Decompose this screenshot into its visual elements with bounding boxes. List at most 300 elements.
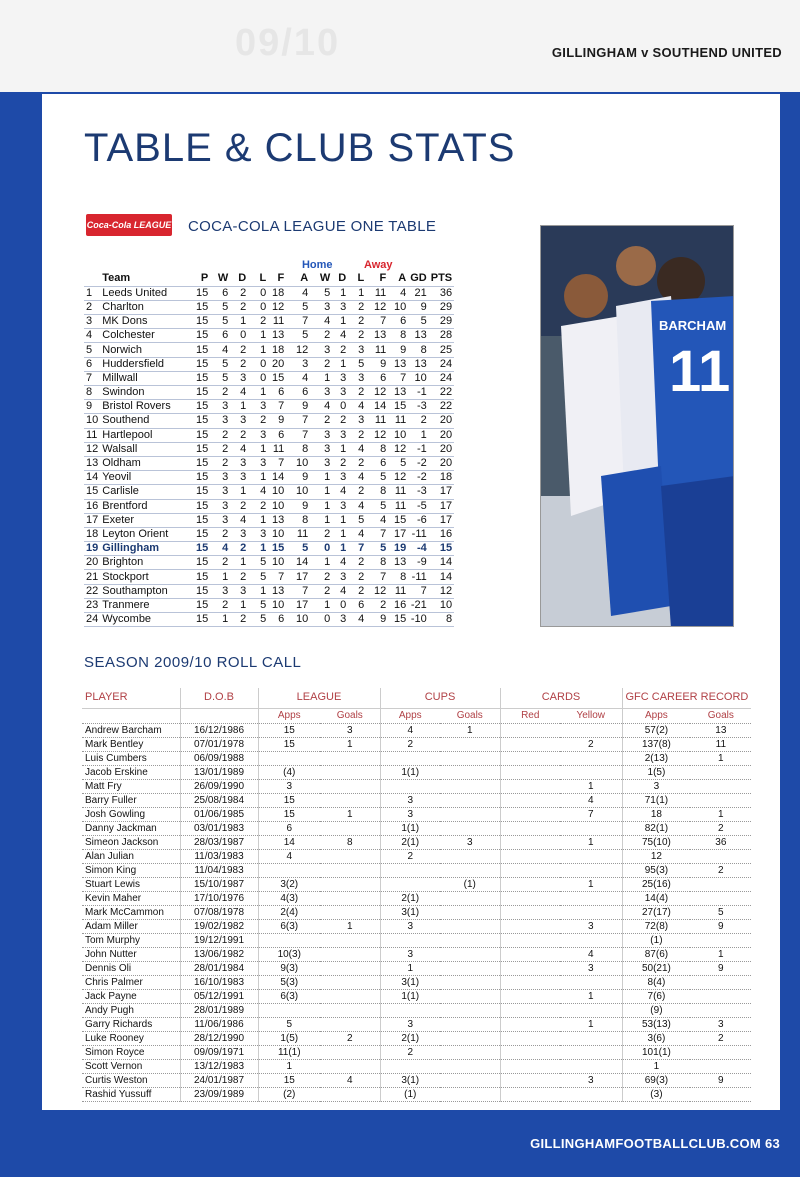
league-stat-cell: 0 (332, 598, 348, 612)
league-stat-cell: 10 (268, 485, 286, 499)
roll-stat-cell (690, 877, 751, 891)
league-stat-cell: 22 (429, 400, 454, 414)
roll-stat-cell: 1(5) (258, 1031, 320, 1045)
roll-stat-cell: 3 (380, 793, 440, 807)
league-row (84, 343, 454, 357)
player-name: Adam Miller (82, 919, 180, 933)
roll-stat-cell: 1 (440, 723, 500, 737)
roll-stat-cell (500, 877, 560, 891)
league-stat-cell: 7 (366, 570, 388, 584)
league-stat-cell: 6 (210, 286, 230, 300)
league-stat-cell: 13 (268, 513, 286, 527)
league-stat-cell: 2 (348, 386, 366, 400)
roll-stat-cell: 2 (380, 849, 440, 863)
roll-stat-cell (690, 849, 751, 863)
league-stat-cell: 11 (286, 527, 310, 541)
player-dob: 23/09/1989 (180, 1087, 258, 1101)
league-stat-cell: 15 (186, 329, 210, 343)
league-team-name: Gillingham (100, 542, 186, 556)
roll-stat-cell: (1) (440, 877, 500, 891)
league-stat-cell: 15 (186, 428, 210, 442)
roll-stat-cell (500, 975, 560, 989)
league-row (84, 613, 454, 627)
league-stat-cell: 7 (388, 371, 408, 385)
league-stat-cell: 2 (348, 556, 366, 570)
league-row (84, 300, 454, 314)
league-stat-cell: 11 (268, 442, 286, 456)
roll-stat-cell: 14 (258, 835, 320, 849)
league-position: 18 (86, 527, 99, 540)
league-stat-cell: 6 (388, 315, 408, 329)
league-stat-cell: 29 (429, 300, 454, 314)
league-stat-cell: 9 (286, 499, 310, 513)
league-stat-cell: 2 (230, 570, 248, 584)
roll-stat-cell (320, 1087, 380, 1101)
roll-stat-cell (320, 765, 380, 779)
roll-stat-cell: 2 (690, 863, 751, 877)
league-stat-cell: 1 (248, 343, 268, 357)
player-name: Mark Bentley (82, 737, 180, 751)
league-stat-cell: 18 (268, 343, 286, 357)
league-stat-cell: 17 (388, 527, 408, 541)
league-team-name: Bristol Rovers (100, 400, 186, 414)
league-stat-cell: 2 (230, 286, 248, 300)
roll-stat-cell: 2(1) (380, 891, 440, 905)
roll-stat-cell (320, 933, 380, 947)
roll-stat-cell (320, 961, 380, 975)
league-team-name: Charlton (100, 300, 186, 314)
league-stat-cell: 13 (268, 584, 286, 598)
roll-stat-cell (500, 1031, 560, 1045)
league-stat-cell: 3 (210, 471, 230, 485)
player-name: Jacob Erskine (82, 765, 180, 779)
roll-sub-label: Goals (440, 708, 500, 723)
league-stat-cell: 2 (348, 428, 366, 442)
league-stat-cell: 0 (248, 300, 268, 314)
league-stat-cell: 1 (210, 570, 230, 584)
roll-stat-cell: 72(8) (622, 919, 690, 933)
roll-stat-cell: 3(1) (380, 975, 440, 989)
roll-stat-cell (500, 723, 560, 737)
roll-sub-label: Apps (622, 708, 690, 723)
roll-row (82, 905, 751, 919)
league-stat-cell: 1 (248, 329, 268, 343)
league-stat-cell: 4 (230, 386, 248, 400)
league-stat-cell: 1 (348, 286, 366, 300)
league-position: 9 (84, 400, 100, 414)
league-stat-cell: 8 (366, 442, 388, 456)
player-name: Alan Julian (82, 849, 180, 863)
player-name: Josh Gowling (82, 807, 180, 821)
league-stat-cell: 1 (230, 400, 248, 414)
league-col-header: F (268, 272, 286, 286)
roll-stat-cell (320, 821, 380, 835)
roll-stat-cell (500, 1003, 560, 1017)
league-stat-cell: 4 (248, 485, 268, 499)
league-team-name: Stockport (100, 570, 186, 584)
roll-stat-cell (440, 821, 500, 835)
league-stat-cell: 20 (429, 456, 454, 470)
roll-stat-cell (690, 975, 751, 989)
league-stat-cell: 7 (286, 584, 310, 598)
roll-stat-cell (690, 933, 751, 947)
league-row (84, 329, 454, 343)
team-photo (540, 225, 734, 627)
league-stat-cell: 4 (286, 371, 310, 385)
league-stat-cell: 15 (186, 286, 210, 300)
roll-stat-cell (500, 989, 560, 1003)
roll-stat-cell: 15 (258, 737, 320, 751)
roll-stat-cell (320, 877, 380, 891)
league-stat-cell: 5 (286, 542, 310, 556)
roll-stat-cell: 15 (258, 723, 320, 737)
roll-stat-cell: 11 (690, 737, 751, 751)
roll-stat-cell (440, 1059, 500, 1073)
league-stat-cell: 6 (268, 613, 286, 627)
roll-stat-cell (380, 751, 440, 765)
roll-stat-cell (440, 751, 500, 765)
roll-group-label: CARDS (500, 688, 622, 708)
league-col-header: L (348, 272, 366, 286)
league-stat-cell: 9 (268, 414, 286, 428)
roll-stat-cell: 5(3) (258, 975, 320, 989)
league-stat-cell: 15 (186, 414, 210, 428)
league-team-name: Brentford (100, 499, 186, 513)
league-stat-cell: 2 (310, 527, 332, 541)
league-stat-cell: 17 (429, 499, 454, 513)
roll-group-label: LEAGUE (258, 688, 380, 708)
league-stat-cell: 21 (408, 286, 429, 300)
league-stat-cell: 13 (388, 386, 408, 400)
league-stat-cell: 3 (230, 471, 248, 485)
roll-stat-cell: 3 (690, 1017, 751, 1031)
roll-stat-cell: 1 (320, 807, 380, 821)
league-position: 19 (86, 542, 99, 555)
roll-sub-label: Red (500, 708, 560, 723)
league-stat-cell: -11 (408, 570, 429, 584)
roll-stat-cell: 3 (380, 919, 440, 933)
league-row (84, 513, 454, 527)
league-position: 14 (86, 471, 99, 484)
roll-stat-cell: 69(3) (622, 1073, 690, 1087)
league-stat-cell: 3 (332, 386, 348, 400)
league-stat-cell: 1 (310, 598, 332, 612)
player-dob: 19/02/1982 (180, 919, 258, 933)
league-position: 10 (86, 414, 99, 427)
player-name: Kevin Maher (82, 891, 180, 905)
league-stat-cell: 4 (332, 485, 348, 499)
league-position: 12 (86, 442, 99, 455)
league-stat-cell: 15 (186, 527, 210, 541)
league-stat-cell: 0 (248, 371, 268, 385)
league-position: 3 (84, 315, 100, 329)
league-col-header: W (210, 272, 230, 286)
league-row (84, 357, 454, 371)
roll-stat-cell: 4 (258, 849, 320, 863)
league-stat-cell: 7 (366, 527, 388, 541)
league-stat-cell: 3 (210, 513, 230, 527)
roll-stat-cell (320, 989, 380, 1003)
league-stat-cell: 1 (310, 371, 332, 385)
league-stat-cell: 3 (332, 471, 348, 485)
league-stat-cell: 15 (186, 570, 210, 584)
league-stat-cell: 4 (348, 499, 366, 513)
roll-stat-cell (500, 835, 560, 849)
league-position: 2 (84, 300, 100, 314)
roll-stat-cell: (1) (622, 933, 690, 947)
home-group-label: Home (301, 258, 333, 271)
league-stat-cell: 0 (310, 613, 332, 627)
player-dob: 16/12/1986 (180, 723, 258, 737)
roll-stat-cell: 3 (440, 835, 500, 849)
league-stat-cell: 13 (268, 329, 286, 343)
roll-stat-cell (440, 961, 500, 975)
league-stat-cell: 10 (286, 613, 310, 627)
player-name: John Nutter (82, 947, 180, 961)
roll-stat-cell: 53(13) (622, 1017, 690, 1031)
league-row (84, 499, 454, 513)
league-stat-cell: 4 (348, 527, 366, 541)
roll-stat-cell: 15 (258, 793, 320, 807)
league-stat-cell: 10 (268, 527, 286, 541)
player-dob: 28/12/1990 (180, 1031, 258, 1045)
roll-stat-cell (690, 1045, 751, 1059)
roll-stat-cell: 2(1) (380, 835, 440, 849)
league-stat-cell: 3 (332, 570, 348, 584)
roll-row (82, 849, 751, 863)
league-position: 16 (86, 499, 99, 512)
league-stat-cell: 20 (429, 414, 454, 428)
league-stat-cell: 2 (310, 570, 332, 584)
league-stat-cell: 2 (348, 584, 366, 598)
roll-stat-cell (500, 1073, 560, 1087)
league-team-name: Walsall (100, 442, 186, 456)
league-row (84, 527, 454, 541)
league-stat-cell: 8 (388, 570, 408, 584)
league-stat-cell: 20 (429, 428, 454, 442)
league-stat-cell: 3 (210, 400, 230, 414)
league-stat-cell: 2 (310, 414, 332, 428)
roll-stat-cell: 3(2) (258, 877, 320, 891)
league-stat-cell: 14 (429, 570, 454, 584)
roll-stat-cell (560, 821, 622, 835)
league-stat-cell: 2 (210, 527, 230, 541)
league-row (84, 428, 454, 442)
roll-stat-cell: 57(2) (622, 723, 690, 737)
league-stat-cell: -3 (408, 400, 429, 414)
league-stat-cell: 15 (268, 371, 286, 385)
league-stat-cell: 13 (366, 329, 388, 343)
roll-stat-cell: 2(13) (622, 751, 690, 765)
league-stat-cell: 1 (210, 613, 230, 627)
roll-stat-cell: 2 (320, 1031, 380, 1045)
league-stat-cell: 3 (310, 428, 332, 442)
league-stat-cell: 12 (366, 428, 388, 442)
league-stat-cell: 4 (348, 400, 366, 414)
roll-stat-cell (440, 989, 500, 1003)
league-stat-cell: 4 (332, 556, 348, 570)
roll-stat-cell (690, 989, 751, 1003)
roll-stat-cell: 2 (380, 1045, 440, 1059)
league-stat-cell: -4 (408, 542, 429, 556)
roll-stat-cell (690, 765, 751, 779)
roll-stat-cell: 2 (690, 1031, 751, 1045)
league-stat-cell: 6 (366, 371, 388, 385)
roll-stat-cell: 1 (690, 947, 751, 961)
player-dob: 13/01/1989 (180, 765, 258, 779)
league-stat-cell: 15 (186, 343, 210, 357)
shirt-number: 11 (669, 339, 731, 404)
league-stat-cell: 0 (332, 400, 348, 414)
league-team-name: Millwall (100, 371, 186, 385)
roll-row (82, 989, 751, 1003)
player-name: Andrew Barcham (82, 723, 180, 737)
league-stat-cell: 13 (408, 357, 429, 371)
league-position: 20 (86, 556, 99, 569)
roll-row (82, 821, 751, 835)
roll-stat-cell (320, 905, 380, 919)
league-stat-cell: 2 (366, 598, 388, 612)
roll-stat-cell: 18 (622, 807, 690, 821)
roll-stat-cell (560, 905, 622, 919)
league-col-header: D (332, 272, 348, 286)
league-stat-cell: 2 (332, 343, 348, 357)
league-stat-cell: 4 (332, 584, 348, 598)
roll-stat-cell (440, 863, 500, 877)
roll-stat-cell: 101(1) (622, 1045, 690, 1059)
roll-row (82, 765, 751, 779)
player-name: Tom Murphy (82, 933, 180, 947)
league-stat-cell: 6 (268, 428, 286, 442)
league-stat-cell: 29 (429, 315, 454, 329)
league-team-name: Norwich (100, 343, 186, 357)
player-dob: 13/06/1982 (180, 947, 258, 961)
roll-stat-cell (500, 905, 560, 919)
roll-stat-cell (500, 919, 560, 933)
roll-stat-cell (560, 975, 622, 989)
league-stat-cell: 3 (332, 613, 348, 627)
league-stat-cell: 5 (210, 315, 230, 329)
league-group-header (84, 258, 454, 272)
roll-stat-cell: 1 (560, 835, 622, 849)
roll-stat-cell: 2 (560, 737, 622, 751)
roll-stat-cell: 25(16) (622, 877, 690, 891)
roll-stat-cell: 1(5) (622, 765, 690, 779)
league-stat-cell: 3 (332, 300, 348, 314)
roll-stat-cell (500, 807, 560, 821)
league-row (84, 556, 454, 570)
roll-stat-cell: 2 (690, 821, 751, 835)
roll-stat-cell: 4 (560, 793, 622, 807)
roll-stat-cell: 3 (380, 1017, 440, 1031)
roll-stat-cell: (3) (622, 1087, 690, 1101)
page-panel (42, 94, 780, 1110)
league-stat-cell: 12 (388, 471, 408, 485)
league-stat-cell: 15 (186, 613, 210, 627)
league-stat-cell: 15 (388, 513, 408, 527)
roll-stat-cell: 9 (690, 961, 751, 975)
league-position: 24 (86, 613, 99, 626)
league-stat-cell: 8 (286, 442, 310, 456)
league-table (84, 258, 454, 627)
roll-stat-cell (258, 1003, 320, 1017)
roll-row (82, 933, 751, 947)
league-stat-cell: 15 (268, 542, 286, 556)
roll-stat-cell: 3(1) (380, 905, 440, 919)
league-row (84, 570, 454, 584)
league-stat-cell: 11 (366, 343, 388, 357)
league-stat-cell: 17 (286, 570, 310, 584)
roll-stat-cell: 1 (380, 961, 440, 975)
roll-stat-cell: 12 (622, 849, 690, 863)
league-stat-cell: 2 (248, 315, 268, 329)
league-stat-cell: 12 (366, 584, 388, 598)
roll-group-label: GFC CAREER RECORD (622, 688, 751, 708)
league-stat-cell: 5 (310, 286, 332, 300)
roll-stat-cell (440, 737, 500, 751)
league-row (84, 414, 454, 428)
roll-stat-cell: 3 (320, 723, 380, 737)
player-name: Simon Royce (82, 1045, 180, 1059)
roll-stat-cell: 7(6) (622, 989, 690, 1003)
league-stat-cell: 2 (408, 414, 429, 428)
league-stat-cell: 10 (408, 371, 429, 385)
roll-stat-cell: 4 (380, 723, 440, 737)
roll-stat-cell (440, 905, 500, 919)
roll-stat-cell: 1 (560, 779, 622, 793)
roll-stat-cell: 75(10) (622, 835, 690, 849)
league-stat-cell: 2 (332, 414, 348, 428)
player-name: Curtis Weston (82, 1073, 180, 1087)
roll-stat-cell (500, 933, 560, 947)
league-row (84, 386, 454, 400)
league-stat-cell: 1 (310, 499, 332, 513)
league-team-name: Carlisle (100, 485, 186, 499)
league-stat-cell: 11 (388, 485, 408, 499)
league-stat-cell: 4 (348, 471, 366, 485)
roll-stat-cell: 3 (380, 807, 440, 821)
league-col-header: Team (100, 272, 186, 286)
player-dob: 07/08/1978 (180, 905, 258, 919)
roll-group-label: D.O.B (180, 688, 258, 708)
league-stat-cell: 9 (366, 613, 388, 627)
player-dob: 13/12/1983 (180, 1059, 258, 1073)
roll-row (82, 1073, 751, 1087)
roll-stat-cell (440, 919, 500, 933)
roll-stat-cell: 13 (690, 723, 751, 737)
league-stat-cell: 15 (186, 485, 210, 499)
roll-stat-cell: 1(1) (380, 765, 440, 779)
league-stat-cell: 8 (388, 329, 408, 343)
roll-row (82, 1003, 751, 1017)
league-stat-cell: 10 (286, 456, 310, 470)
league-row (84, 456, 454, 470)
roll-stat-cell (500, 821, 560, 835)
league-stat-cell: 3 (310, 386, 332, 400)
league-row (84, 598, 454, 612)
player-name: Danny Jackman (82, 821, 180, 835)
league-stat-cell: 9 (366, 357, 388, 371)
league-stat-cell: 12 (366, 386, 388, 400)
league-position: 8 (84, 386, 100, 400)
league-position: 21 (86, 570, 99, 583)
player-dob: 19/12/1991 (180, 933, 258, 947)
league-stat-cell: 1 (332, 357, 348, 371)
roll-stat-cell (500, 737, 560, 751)
roll-stat-cell: 1 (622, 1059, 690, 1073)
roll-stat-cell: 14(4) (622, 891, 690, 905)
roll-stat-cell: 4 (560, 947, 622, 961)
